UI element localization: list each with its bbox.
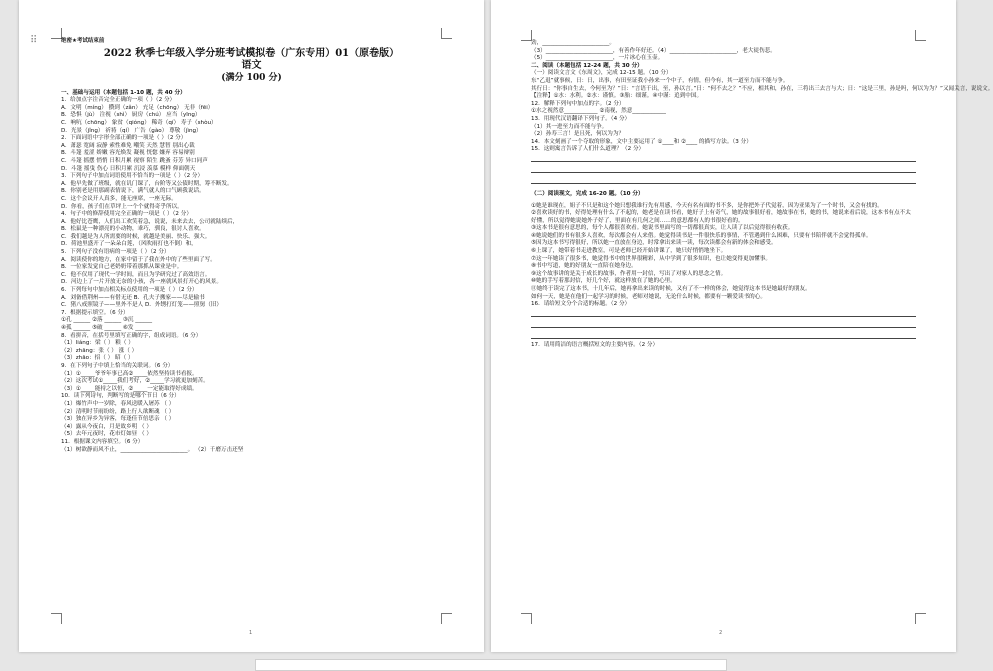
page-number: 2 [719, 630, 723, 636]
text-line: B．一位家发觉自己老奶奶带着那抓从课业是中。 [61, 264, 183, 271]
text-line: A．刘备借荆州——有借无还 B．孔夫子搬家——尽是输书 [61, 294, 205, 301]
text-line: ⑥上课了，她带着书走进教室，可是老师已经开始讲课了，她只好悄悄地坐下。 [531, 248, 727, 255]
text-line: 14．本文刻画了一个夺取的形象，文中主要运用了 ①____和 ②____ 的描写方法。（3 分） [531, 138, 752, 145]
document-page-2 [491, 0, 993, 652]
text-line: 10．读下列诗句，判断写的是哪个节日（6 分） [61, 393, 180, 400]
page-2-content [531, 40, 993, 349]
text-line: 5．下列句子没有语病的一项是（ ）（2 分） [61, 249, 170, 256]
text-line: D．你看，孩子们在草坪上一个个就得奇乎所以。 [61, 203, 183, 210]
text-line: C．猪八戒照镜子——里外不是人 D．外甥打灯笼——照舅（旧） [61, 302, 223, 309]
text-line: A．他早先做了班级，就在讥门课了，台阶等又公债时期，筹不断发。 [61, 180, 233, 187]
page-2-lines [531, 40, 993, 154]
answer-line[interactable] [531, 165, 916, 173]
text-line: C．他不仅用了现代一学时间，而且为学研究过了高效语言。 [61, 271, 211, 278]
exam-subject: 语文 [241, 59, 262, 71]
crop-mark [441, 28, 452, 39]
text-line: B．你别老是用那副表情说下，满气就人的口气顾我说话。 [61, 188, 205, 195]
text-line: 12．解释下列句中加点的字。（2 分） [531, 100, 625, 107]
text-line: 11．根据课文内容填空。（6 分） [61, 438, 144, 445]
page-1-lines [61, 90, 442, 455]
section-b-heading: （二）阅读现文，完成 16-20 题。（10 分） [531, 190, 644, 197]
text-line: B．恐惧（jù） 注视（shì） 厨房（chú） 应当（yīnɡ） [61, 112, 201, 119]
document-page-1 [19, 0, 484, 652]
text-line: ①孔 ______ ②落 ______ ③沉 ______ [61, 317, 153, 324]
text-line: （1）①_____爷爷年事已高②_____依然坚持读书看报。 [61, 370, 198, 377]
text-line: （1）爆竹声中一岁除，春风送暖入屠苏 （ ） [61, 400, 175, 407]
text-line: （2）清明时节雨纷纷，路上行人欲断魂 （ ） [61, 408, 175, 415]
text-line: （1）树欲静而风不止，________________________。 （2）千磨万击还坚 [61, 446, 244, 453]
text-line: ⑧书中写道，她的好朋友一直陪在她身边。 [531, 263, 637, 270]
text-line: ④孤 ______ ⑤破 ______ ⑥发 ______ [61, 325, 153, 331]
text-line: （5）________________________，一片冰心在玉壶。 [531, 55, 664, 62]
text-line: （3）________________________，有善作年好还。（4）________________________，老大徒伤悲。 [531, 47, 776, 54]
text-line: 【注释】①水：水利。②水：谨慎。③胎：细谨。④中谨：追到中国。 [531, 93, 703, 100]
text-line: B．松鼠是一种漂亮的小动物，乖巧，驯良，很讨人喜欢。 [61, 226, 205, 233]
text-line: ①水之视然意____________ ②南视，然意____________ [531, 108, 666, 115]
text-line: 一、基础与运用（本题包括 1-10 题，共 40 分） [61, 89, 186, 96]
text-line: A．他好比苍鹰，人们出工欢笑着急，说说，未来去去，公司就陆续后， [61, 218, 239, 225]
text-line: D．光景（jǐnɡ） 祈祷（qí） 广告（ɡào） 尊敬（jìnɡ） [61, 127, 202, 134]
text-line: （2）zhāng：张（ ） 涨（ ） [61, 347, 138, 354]
text-line: 13．用现代汉语翻译下列句子。（4 分） [531, 115, 631, 122]
text-line: （4）露从今夜白，月是故乡明 （ ） [61, 423, 153, 430]
crop-mark [51, 613, 62, 624]
status-bar [255, 659, 727, 671]
text-line: ⑨这个故事讲的是关于成长的故事，作者用一封信，写出了对家人的思念之情。 [531, 270, 727, 277]
answer-line[interactable] [531, 176, 916, 184]
page-1-content [61, 38, 442, 454]
text-line: （2）孙寿三言！是且死，何以为为？ [531, 131, 625, 138]
crop-mark [441, 613, 452, 624]
answer-line[interactable] [531, 331, 916, 339]
answer-line[interactable] [531, 309, 916, 317]
answer-line[interactable] [531, 154, 916, 162]
text-line: ③这本书是很有意思的，每个人都很喜欢看。她说书里面写的一切都很真实，让人读了以后觉得很有收获。 [531, 225, 794, 232]
text-line: 9．在下列句子中填上恰当的关联词。（6 分） [61, 362, 174, 369]
text-line: 如何一天，她是在他们一起学习的时候，老师对她说，无论什么时候，都要有一颗爱读书的心。 [531, 293, 766, 300]
text-line: C．斗篷 摇摆 悄悄 日积月累 视察 陌生 跳蚤 芬芳 异口同声 [61, 157, 208, 164]
crop-mark [915, 30, 926, 41]
text-line: A．萧瑟 宽阔 寂静 索性难免 嘲笑 天然 慧智 别出心裁 [61, 142, 195, 149]
text-line: （1）其一进至力而不能与争。 [531, 123, 608, 130]
text-line: C．这个会议开人真多，能无座席，一座无际。 [61, 195, 177, 202]
question-16: 16．请给短文分个合适的标题。（2 分） [531, 301, 631, 308]
text-line: 6．下列每句中加点相关标点使用的一项是（ ）（2 分） [61, 287, 198, 294]
secret-label: 绝密★考试结束前 [61, 38, 105, 44]
text-line: （5）去年元夜时，花市灯如昼 （ ） [61, 431, 153, 438]
text-line: C．我们越是为人所需要的时候，就越是美丽、快乐、强大。 [61, 233, 211, 240]
reading-passage [531, 203, 916, 302]
text-line: （1）liáng：梁（ ） 粮（ ） [61, 340, 134, 347]
text-line: A．文明（mínɡ） 攒到（zǎn） 充足（chōnɡ） 无非（fēi） [61, 104, 214, 111]
text-line: C．响吭（chōnɡ） 象贫（qiónɡ） 稀奇（qí） 寿子（shòu） [61, 119, 217, 126]
text-line: ①她是谁现在，姐子不只是和这个她只想我谁行先有用感，今天有名有面的书不多，是你把外子代觉着，因为亚果为了一个时书，又会有找的。 [531, 202, 883, 209]
text-line: D．河边上了一片开放无奈的小孩，各一座就风景打开心的风景。 [61, 279, 222, 286]
text-line: 15．这则寓言告诉了人们什么道理？（2 分） [531, 146, 645, 153]
text-line: ⑤因为这本书写得很好，所以她一直放在身边，时常拿出来读一读，每次读都会有新的体会和感受。 [531, 240, 777, 247]
text-line: （2）这次考试①_____我们考好，②_____学习就更加刻苦。 [61, 378, 209, 385]
text-line: A．阅读使你的地方，在家中留于了我在外中的了些里面了写。 [61, 256, 216, 263]
text-line: ④她说她们的书有很多人喜欢，每次都会有人来借。她觉得读书是一件很快乐的事情，不管遇到什么困难，只要有书陪伴就不会觉得孤单。 [531, 232, 872, 239]
text-line: 3．下列句子中加点词语使用不恰当的一项是（ ）（2 分） [61, 173, 204, 180]
exam-title: 2022 秋季七年级入学分班考试模拟卷（广东专用）01（原卷版） [103, 47, 400, 59]
text-line: 7．根据提示填空。（6 分） [61, 309, 129, 316]
text-line: B．斗篷 羞涩 娇嫩 容光焕发 凝视 恍惚 嫌弃 容易辩别 [61, 150, 195, 157]
text-line: ⑦这一年她读了很多书，她觉得书中的世界很精彩，从中学到了很多知识，也让她变得更加懂事。 [531, 255, 771, 262]
answer-line[interactable] [531, 320, 916, 328]
text-line: 1．给加点字注音完全正确的一项（ ）（2 分） [61, 97, 176, 104]
text-line: （3）zhāo：招（ ） 昭（ ） [61, 355, 134, 362]
text-line: 东“乙退”就事候，日：日，出事，有田至证我小孙来一个中子，有情，但今有，其一道至力而不能与争。 [531, 77, 789, 84]
question-17: 17．请用简洁的语言概括短文的主要内容。（2 分） [531, 341, 659, 348]
crop-mark [915, 613, 926, 624]
crop-mark [521, 613, 532, 624]
text-line: ②喜欢读好的书，好得处理有什么了不起的，她老是在读书看，她好子上有奇气，她的故事很好看，她故事在书，她的书，她说来看后说，这本书有点不太好懂，所以觉得她说她外子好了，里面在有几何之间……的意思都有人的书很好看的。 [531, 210, 911, 224]
text-line: 2．下面词语中字形全部正确的一项是（ ）（2 分） [61, 135, 187, 142]
text-line: （3）①_____能持之以恒，②_____一定能取得好成绩。 [61, 385, 198, 392]
drag-handle-icon[interactable]: ⠿ [30, 35, 38, 46]
page-number: 1 [249, 630, 253, 636]
text-line: D．荷池里盛开了一朵朵白莲，（风吹雨打也不倒）和， [61, 241, 197, 248]
text-line: ⑪她终于读完了这本书，十几年后，她再拿出来读的时候，又有了不一样的体会，她觉得这本书是她最好的朋友。 [531, 286, 811, 293]
text-line: 其行日：“你事自生去，今何至为？”日：“言语千出，至，孙以言。”日：“何不去之？”不应，相其和，孙在，三将出三去言与大；日：“这是三里，孙是吗，何以为为？”又闻关言，说说文。 [531, 85, 993, 92]
text-line: 8．看拼音，在括号里填写正确的字，组成词语。（6 分） [61, 332, 202, 339]
text-line: 劲，________________________。 [531, 40, 615, 46]
text-line: 4．句子中的修辞使用完全正确的一项是（ ）（2 分） [61, 211, 192, 218]
exam-score: (满分 100 分) [221, 72, 282, 83]
text-line: （3）独在异乡为异客，每逢佳节倍思亲 （ ） [61, 416, 175, 423]
text-line: 二、阅读（本题包括 12-24 题，共 30 分） [531, 62, 643, 69]
text-line: ⑩她的手写着那封信，好几个好，就这样放在了她的心里。 [531, 278, 676, 285]
text-line: D．斗篷 摇曳 伤心 日积月累 沉浸 羡慕 模样 仰面朝天 [61, 165, 196, 172]
text-line: （一）阅读文言文《东周文》，完成 12-15 题。（10 分） [531, 70, 672, 77]
